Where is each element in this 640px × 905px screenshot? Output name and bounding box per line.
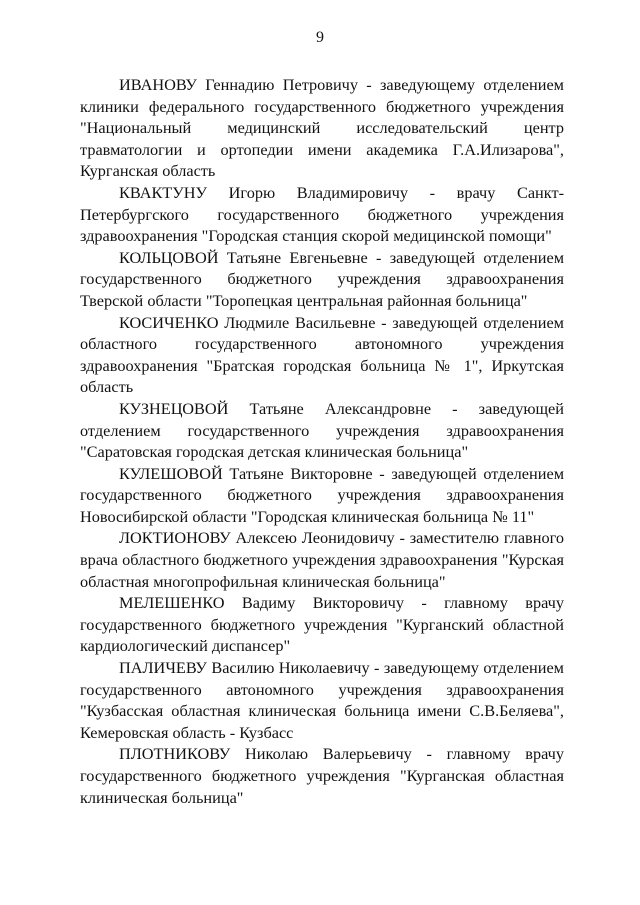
list-item: МЕЛЕШЕНКО Вадиму Викторовичу - главному врачу государственного бюджетного учреждения "Курганский областной кардиологический диспансер" [80,593,564,656]
list-item: КОСИЧЕНКО Людмиле Васильевне - заведующей отделением областного государственного автономного учреждения здравоохранения "Братская городская больница № 1", Иркутская область [80,312,564,397]
list-item: ЛОКТИОНОВУ Алексею Леонидовичу - заместителю главного врача областного бюджетного учреждения здравоохранения "Курская областная многопрофильная клиническая больница" [80,528,564,591]
list-item: ПАЛИЧЕВУ Василию Николаевичу - заведующему отделением государственного автономного учреждения здравоохранения "Кузбасская областная клиническая больница имени С.В.Беляева", Кемеровская область - Кузбасс [80,658,564,742]
list-item: ИВАНОВУ Геннадию Петровичу - заведующему отделением клиники федерального государственного бюджетного учреждения "Национальный медицинский исследовательский центр травматологии и ортопедии имени академика Г.А.Илизарова", Курганская область [80,75,564,181]
list-item: КОЛЬЦОВОЙ Татьяне Евгеньевне - заведующей отделением государственного бюджетного учреждения здравоохранения Тверской области "Торопецкая центральная районная больница" [80,247,564,310]
list-item: КУЗНЕЦОВОЙ Татьяне Александровне - заведующей отделением государственного учреждения здравоохранения "Саратовская городская детская клиническая больница" [80,398,564,462]
page-number: 9 [316,29,324,46]
list-item: КВАКТУНУ Игорю Владимировичу - врачу Санкт-Петербургского государственного бюджетного учреждения здравоохранения "Городская станция скорой медицинской помощи" [80,182,564,246]
award-list [80,74,564,808]
list-item: КУЛЕШОВОЙ Татьяне Викторовне - заведующей отделением государственного бюджетного учреждения здравоохранения Новосибирской области "Городская клиническая больница № 11" [80,463,564,526]
list-item: ПЛОТНИКОВУ Николаю Валерьевичу - главному врачу государственного бюджетного учреждения "Курганская областная клиническая больница" [80,744,564,807]
